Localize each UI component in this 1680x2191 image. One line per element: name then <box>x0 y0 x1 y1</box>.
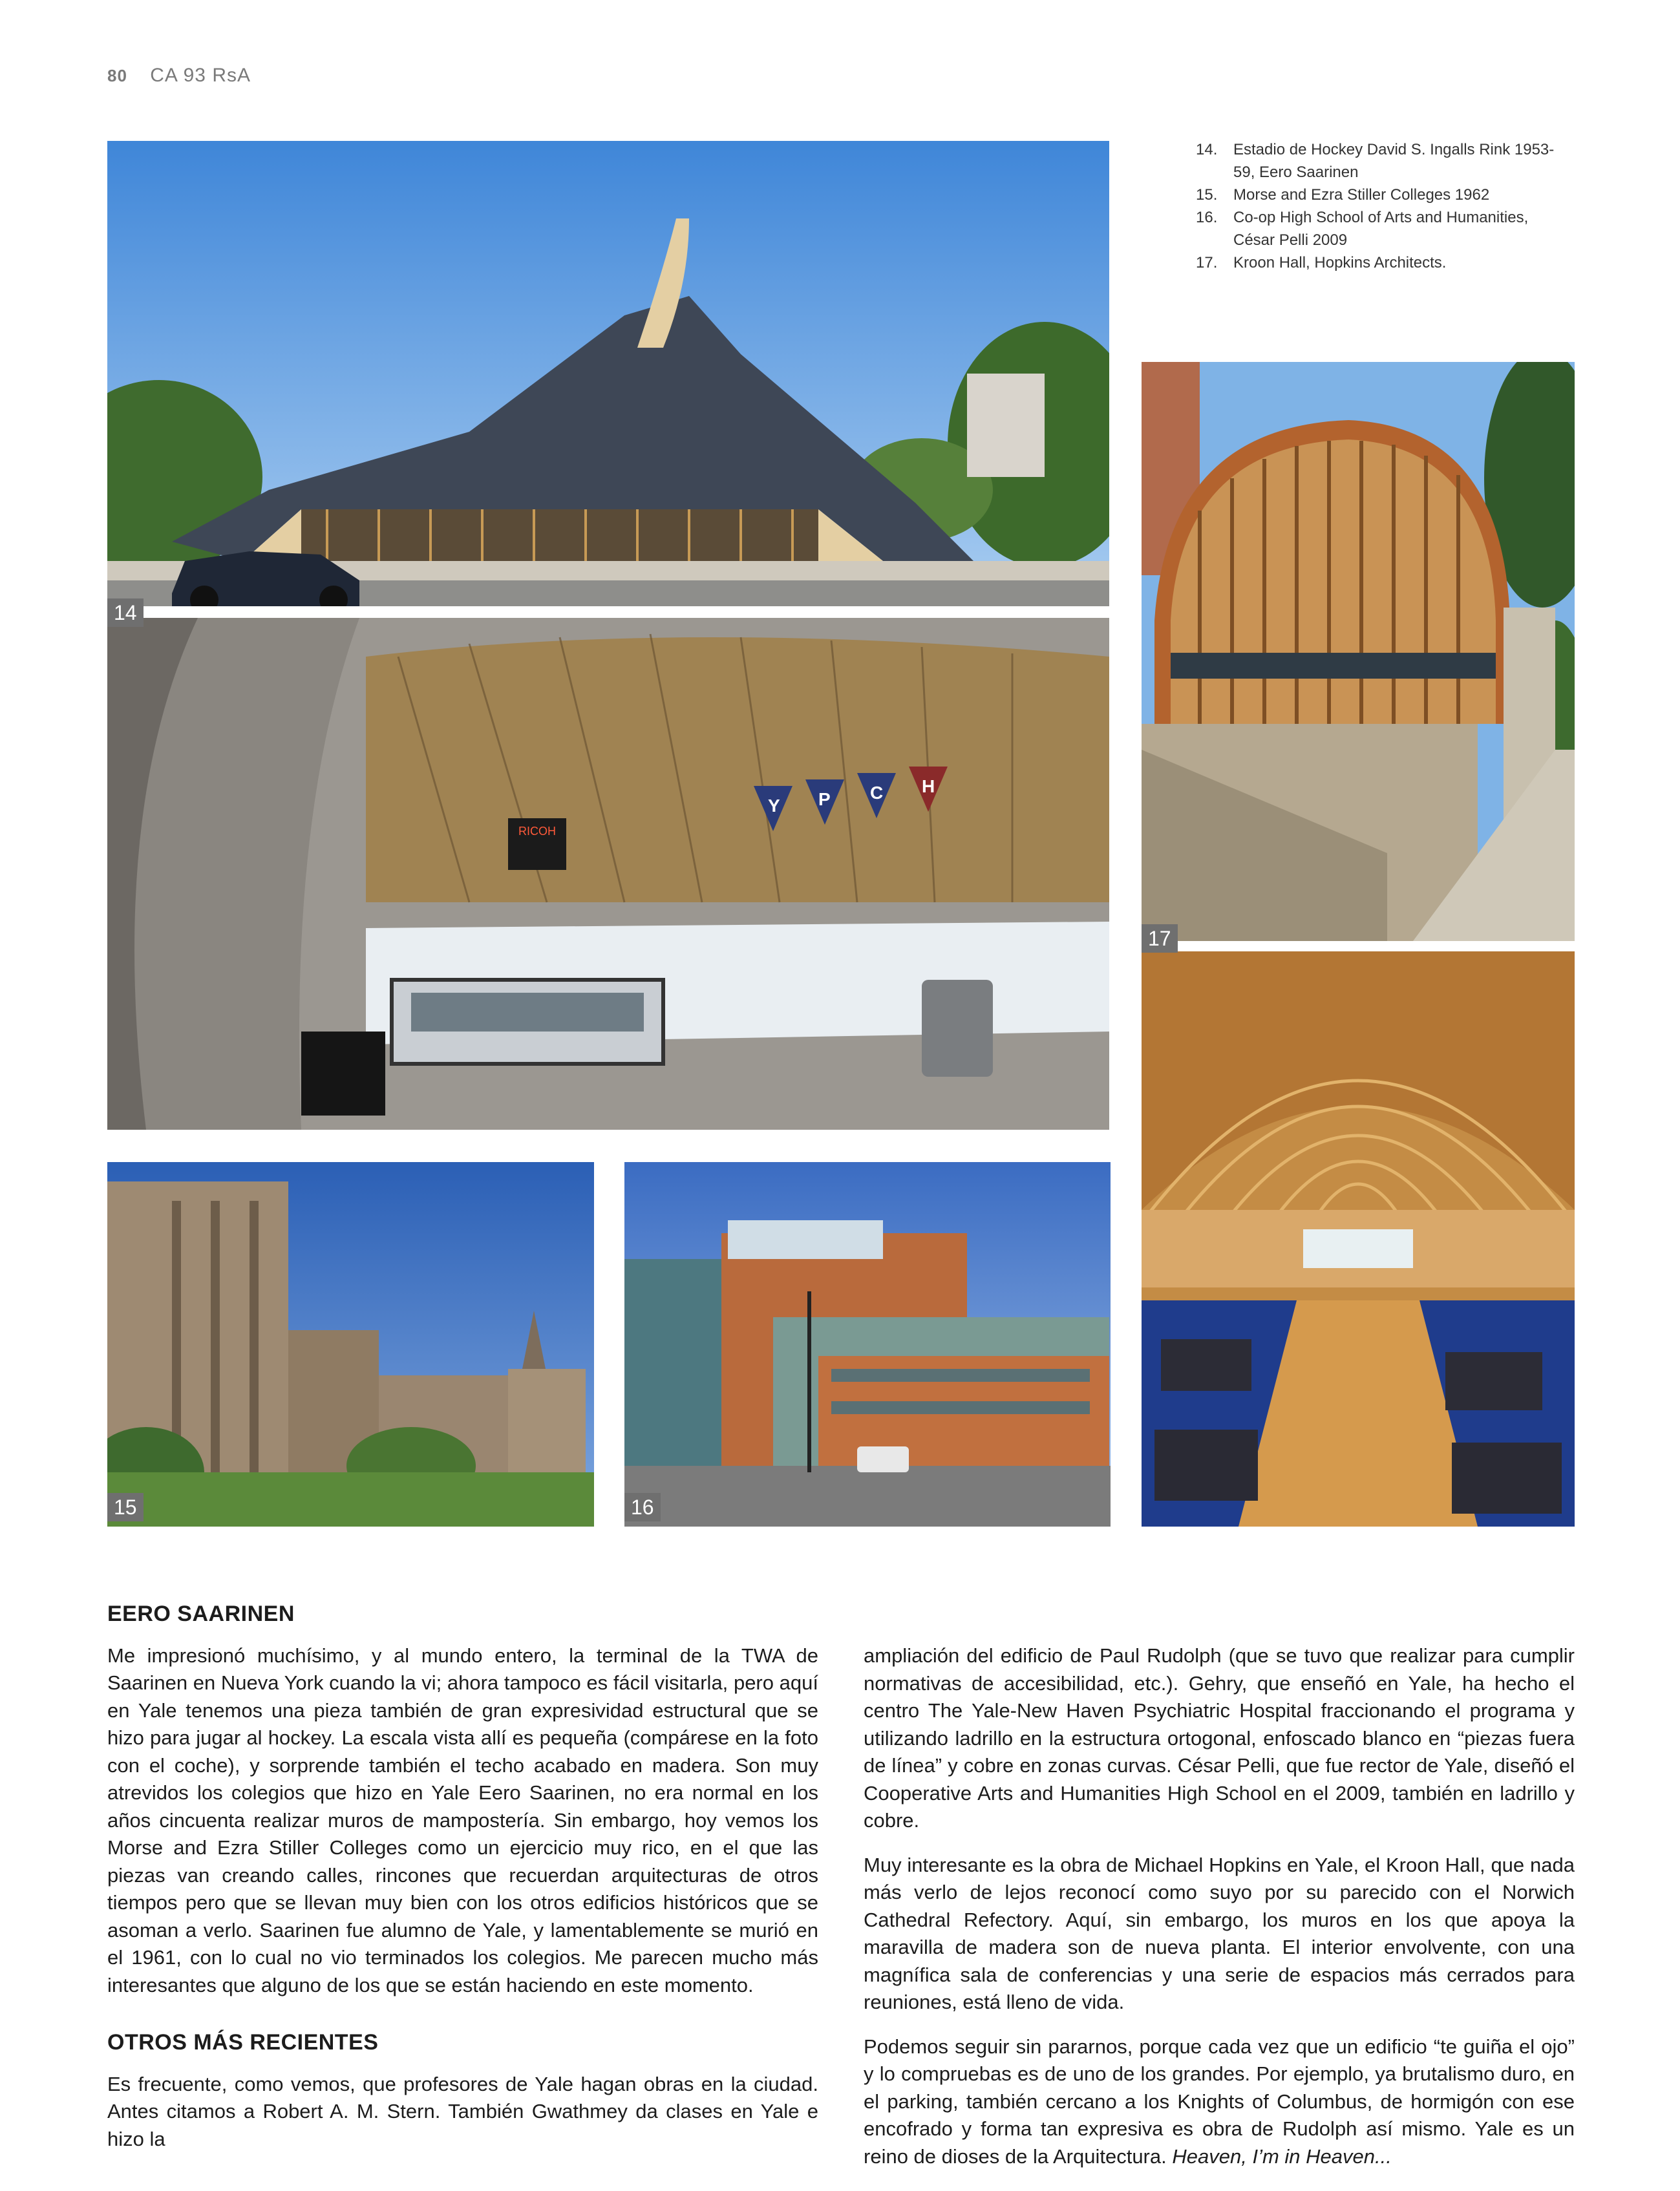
photo-ingalls-rink-interior <box>107 618 1109 1130</box>
photo-kroon-hall-interior <box>1142 951 1575 1527</box>
caption-number: 17. <box>1196 254 1218 271</box>
article-column-left <box>107 1600 818 2170</box>
caption-text: Kroon Hall, Hopkins Architects. <box>1233 254 1447 271</box>
photo-ingalls-rink-exterior <box>107 141 1109 606</box>
photo-captions <box>1196 138 1558 274</box>
publication-title: CA 93 RsA <box>150 65 251 86</box>
caption-item <box>1196 251 1558 274</box>
section-heading: OTROS MÁS RECIENTES <box>107 2030 379 2055</box>
caption-item <box>1196 206 1558 251</box>
banner-letter: Y <box>768 796 780 816</box>
caption-item <box>1196 184 1558 206</box>
photo-number-14: 14 <box>107 598 144 627</box>
paragraph-text: Podemos seguir sin pararnos, porque cada vez que un edificio “te guiña el ojo” y lo compruebas es de uno de los grandes. Por ejemplo, ya brutalismo duro, en el parking, también cercano a los Knights of Columbus, de hormigón con ese encofrado y forma tan expresiva es obra de Rudolph así mismo. Yale es un reino de dioses de la Arquitectura. <box>864 2035 1575 2168</box>
paragraph: Me impresionó muchísimo, y al mundo entero, la terminal de la TWA de Saarinen en Nueva York cuando la vi; ahora tampoco es fácil visitarla, pero aquí en Yale tenemos una pieza también de gran expresividad estructural que se hizo para jugar al hockey. La escala vista allí es pequeña (compárese en la foto con el coche), y sorprende también el techo acabado en madera. Son muy atrevidos los colegios que hizo en Yale Eero Saarinen, no era normal en los años cincuenta realizar muros de mampostería. Sin embargo, hoy vemos los Morse and Ezra Stiller Colleges como un ejercicio muy rico, en el que las piezas van creando calles, rincones que recuerdan arquitecturas de otros tiempos pero que se llevan muy bien con los otros edificios históricos que se asoman a verlo. Saarinen fue alumno de Yale, y lamentablemente se murió en el 1961, con lo cual no vio terminados los colegios. Me parecen mucho más interesantes que alguno de los que se están haciendo en este momento. <box>107 1644 818 1996</box>
photo-number-17: 17 <box>1142 924 1178 953</box>
caption-text: Co-op High School of Arts and Humanities, César Pelli 2009 <box>1233 209 1529 249</box>
caption-number: 15. <box>1196 186 1218 204</box>
caption-text: Morse and Ezra Stiller Colleges 1962 <box>1233 186 1490 204</box>
banner-letter: P <box>818 789 831 809</box>
section-heading: EERO SAARINEN <box>107 1602 295 1626</box>
page-header <box>107 65 251 87</box>
photo-morse-stiller-colleges <box>107 1162 594 1527</box>
paragraph <box>864 2033 1575 2171</box>
paragraph: ampliación del edificio de Paul Rudolph (que se tuvo que realizar para cumplir normativas de accesibilidad, etc.). Gehry, que enseñó en Yale, ha hecho el centro The Yale-New Haven Psychiatric Hospital fraccionando el programa y utilizando ladrillo en la estructura ortogonal, enfoscado blanco en “piezas fuera de línea” y cobre en zonas curvas. César Pelli, que fue rector de Yale, diseñó el Cooperative Arts and Humanities High School en el 2009, también en ladrillo y cobre. <box>864 1644 1575 1832</box>
photo-coop-high-school <box>624 1162 1111 1527</box>
photo-number-16: 16 <box>624 1493 661 1521</box>
banner-letter: H <box>922 776 935 796</box>
photo-kroon-hall-exterior <box>1142 362 1575 941</box>
page-number: 80 <box>107 66 127 85</box>
caption-number: 16. <box>1196 209 1218 226</box>
caption-text: Estadio de Hockey David S. Ingalls Rink 1953-59, Eero Saarinen <box>1233 141 1555 181</box>
closing-quote: Heaven, I’m in Heaven... <box>1172 2144 1392 2168</box>
photo-number-15: 15 <box>107 1493 144 1521</box>
caption-number: 14. <box>1196 141 1218 158</box>
paragraph: Es frecuente, como vemos, que profesores de Yale hagan obras en la ciudad. Antes citamos a Robert A. M. Stern. También Gwathmey da clases en Yale e hizo la <box>107 2072 818 2150</box>
scoreboard-label: RICOH <box>518 825 556 838</box>
banner-letter: C <box>870 783 884 803</box>
article-column-right <box>864 1642 1575 2187</box>
caption-item <box>1196 138 1558 184</box>
paragraph: Muy interesante es la obra de Michael Hopkins en Yale, el Kroon Hall, que nada más verlo de lejos reconocí como suyo por su parecido con el Norwich Cathedral Refectory. Aquí, sin embargo, los muros en los que apoya la maravilla de madera son de nueva planta. El interior envolvente, con una magnífica sala de conferencias y una serie de espacios más cerrados para reuniones, está lleno de vida. <box>864 1853 1575 2013</box>
